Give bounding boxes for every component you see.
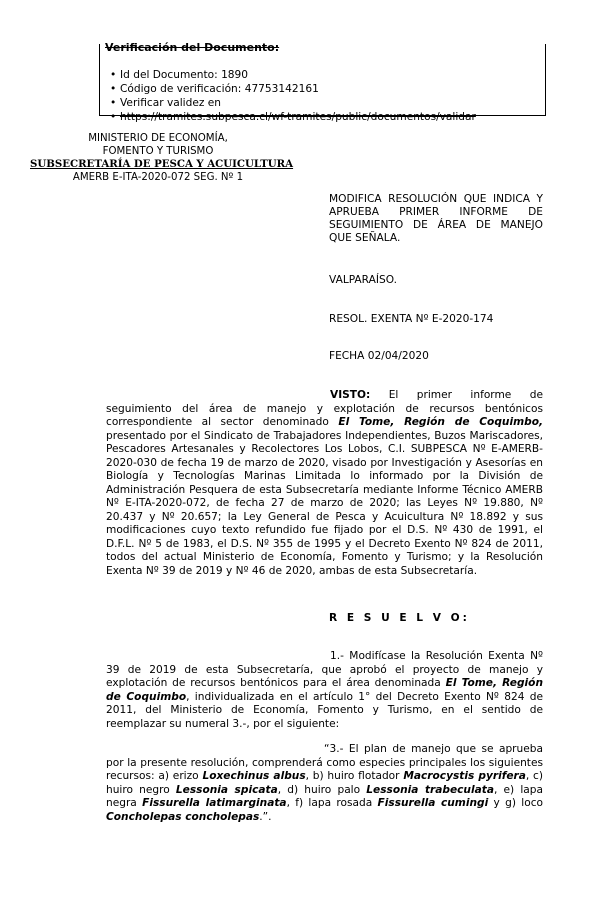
verify-label: • Verificar validez en: [110, 96, 476, 110]
resolution-number: RESOL. EXENTA Nº E-2020-174: [329, 313, 494, 325]
reference-code: AMERB E-ITA-2020-072 SEG. Nº 1: [72, 172, 244, 183]
numeral-3-text: “3.- El plan de manejo que se aprueba por la presente resolución, comprenderá como especies principales los siguientes recursos: a) erizo Loxechinus albus, b) huiro flotador Macrocystis pyrifera, c) huiro negro Lessonia spicata, d) huiro palo Lessonia trabeculata, e) lapa negra Fissurella latimarginata, f) lapa rosada Fissurella cumingi y g) loco Concholepas concholepas.”.: [106, 743, 544, 823]
subsecretariat-name: SUBSECRETARÍA DE PESCA Y ACUICULTURA: [30, 158, 294, 170]
visto-label: VISTO:: [330, 389, 371, 401]
species-name: Concholepas concholepas: [106, 810, 260, 823]
ministry-line-2: FOMENTO Y TURISMO: [102, 146, 214, 157]
species-name: Fissurella latimarginata: [142, 797, 287, 809]
article-1: 1.- Modifícase la Resolución Exenta Nº 39 de 2019 de esta Subsecretaría, que aprobó el proyecto de manejo y explotación de recursos bentónicos para el área denominada El Tome, Región de Coquimbo, individualizada en el artículo 1° del Decreto Exento Nº 824 de 2011, del Ministerio de Economía, Fomento y Turismo, en el sentido de reemplazar su numeral 3.-, por el siguiente:: [106, 650, 543, 730]
verification-box: [99, 44, 546, 123]
resuelvo-heading: R E S U E L V O:: [329, 612, 470, 624]
place: VALPARAÍSO.: [329, 274, 397, 286]
species-name: Fissurella cumingi: [377, 797, 489, 809]
species-name: Loxechinus albus: [202, 770, 306, 782]
species-name: Lessonia trabeculata: [366, 783, 494, 796]
species-name: Macrocystis pyrifera: [403, 770, 526, 782]
area-name-2: El Tome, Región de Coquimbo: [106, 677, 543, 703]
verification-code: • Código de verificación: 47753142161: [110, 82, 476, 96]
verification-title: Verificación del Documento:: [105, 41, 280, 54]
resolution-date: FECHA 02/04/2020: [329, 350, 429, 362]
resolution-subject: MODIFICA RESOLUCIÓN QUE INDICA Y APRUEBA PRIMER INFORME DE SEGUIMIENTO DE ÁREA DE MANEJO QUE SEÑALA.: [329, 193, 543, 244]
species-name: Lessonia spicata: [175, 783, 278, 796]
ministry-line: MINISTERIO DE ECONOMÍA,: [88, 133, 228, 144]
verify-url-link[interactable]: • https://tramites.subpesca.cl/wf-tramites/public/documentos/validar: [110, 110, 476, 124]
verification-list: [110, 68, 476, 124]
visto-paragraph: VISTO: El primer informe de seguimiento del área de manejo y explotación de recursos bentónicos correspondiente al sector denominado El Tome, Región de Coquimbo, presentado por el Sindicato de Trabajadores Independientes, Buzos Mariscadores, Pescadores Artesanales y Recolectores Los Lobos, C.I. SUBPESCA Nº E-AMERB-2020-030 de fecha 19 de marzo de 2020, visado por Investigación y Asesorías en Biología y Tecnologías Marinas Limitada lo informado por la División de Administración Pesquera de esta Subsecretaría mediante Informe Técnico AMERB Nº E-ITA-2020-072, de fecha 27 de marzo de 2020; las Leyes Nº 19.880, Nº 20.437 y Nº 20.657; la Ley General de Pesca y Acuicultura Nº 18.892 y sus modificaciones cuyo texto refundido fue fijado por el D.S. Nº 430 de 1991, el D.F.L. Nº 5 de 1983, el D.S. Nº 355 de 1995 y el Decreto Exento Nº 824 de 2011, todos del actual Ministerio de Economía, Fomento y Turismo; y la Resolución Exenta Nº 39 de 2019 y Nº 46 de 2020, ambas de esta Subsecretaría.: [106, 389, 544, 577]
area-name: El Tome, Región de Coquimbo,: [338, 416, 544, 428]
document-id: • Id del Documento: 1890: [110, 68, 476, 82]
agency-header: [30, 132, 294, 184]
